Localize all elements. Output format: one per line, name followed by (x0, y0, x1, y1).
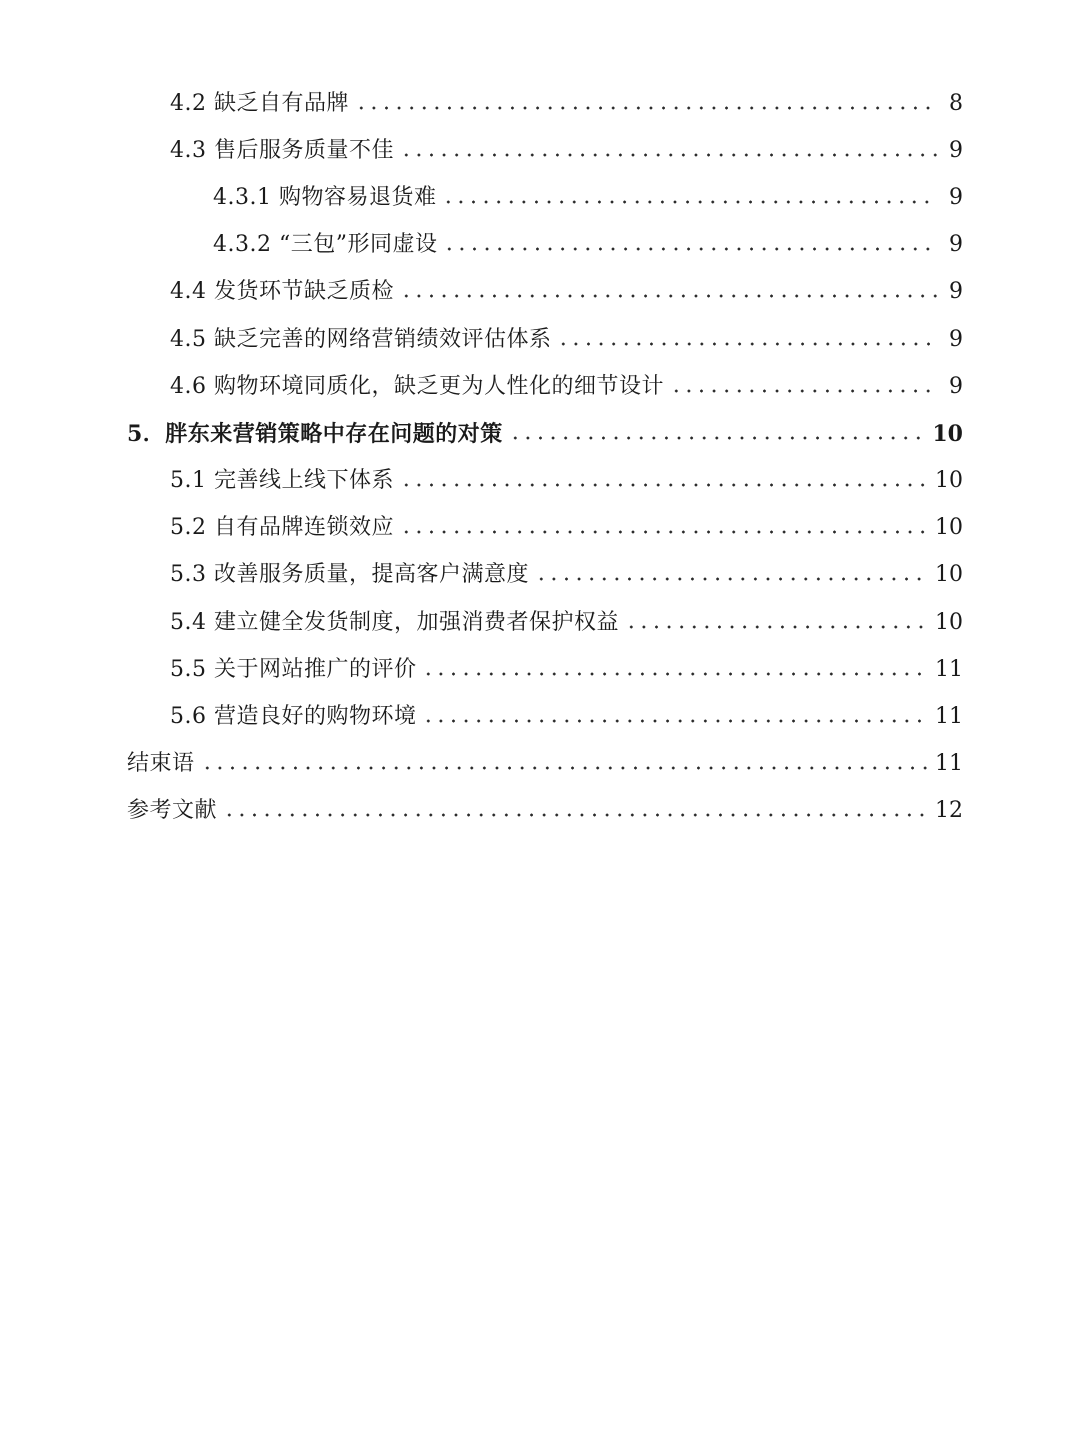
dot-leader (400, 144, 937, 166)
toc-entry-page: 11 (935, 704, 963, 730)
toc-entry-5-6[interactable] (0, 693, 1080, 740)
toc-entry-5[interactable] (0, 410, 1080, 457)
toc-entry-references[interactable] (0, 788, 1080, 835)
toc-entry-page: 10 (935, 468, 963, 494)
toc-entry-title: 4.3 售后服务质量不佳 (170, 137, 394, 163)
toc-entry-page: 9 (949, 232, 963, 258)
toc-entry-5-4[interactable] (0, 599, 1080, 646)
toc-entry-4-3[interactable] (0, 127, 1080, 174)
toc-entry-page: 9 (949, 184, 963, 210)
toc-entry-conclusion[interactable] (0, 741, 1080, 788)
toc-entry-page: 9 (949, 326, 963, 352)
toc-entry-title: 5.1 完善线上线下体系 (170, 468, 394, 494)
toc-entry-page: 12 (935, 798, 963, 824)
dot-leader (443, 238, 937, 260)
dot-leader (509, 427, 925, 449)
toc-entry-page: 11 (935, 751, 963, 777)
toc-entry-page: 9 (949, 373, 963, 399)
toc-entry-title: 结束语 (127, 751, 195, 777)
dot-leader (557, 333, 937, 355)
toc-entry-title: 4.5 缺乏完善的网络营销绩效评估体系 (170, 326, 552, 352)
toc-entry-page: 10 (935, 515, 963, 541)
toc-entry-page: 10 (932, 420, 963, 447)
toc-entry-4-3-1[interactable] (0, 174, 1080, 221)
dot-leader (422, 710, 927, 732)
toc-entry-title: 5.3 改善服务质量，提高客户满意度 (170, 562, 529, 588)
toc-entry-title: 5．胖东来营销策略中存在问题的对策 (127, 420, 503, 447)
toc-entry-4-6[interactable] (0, 363, 1080, 410)
dot-leader (535, 568, 927, 590)
toc-entry-page: 11 (935, 656, 963, 682)
toc-entry-5-2[interactable] (0, 505, 1080, 552)
toc-entry-4-5[interactable] (0, 316, 1080, 363)
toc-entry-4-3-2[interactable] (0, 222, 1080, 269)
dot-leader (201, 757, 927, 779)
toc-entry-page: 9 (949, 137, 963, 163)
toc-entry-title: 参考文献 (127, 798, 218, 824)
dot-leader (355, 97, 937, 119)
toc-entry-title: 5.2 自有品牌连锁效应 (170, 515, 394, 541)
toc-entry-4-4[interactable] (0, 269, 1080, 316)
toc-entry-page: 9 (949, 279, 963, 305)
dot-leader (223, 804, 927, 826)
toc-entry-title: 4.2 缺乏自有品牌 (170, 90, 349, 116)
dot-leader (442, 191, 937, 213)
table-of-contents (0, 80, 1080, 835)
toc-entry-5-5[interactable] (0, 646, 1080, 693)
toc-entry-title: 4.6 购物环境同质化，缺乏更为人性化的细节设计 (170, 373, 664, 399)
dot-leader (625, 616, 927, 638)
toc-entry-5-3[interactable] (0, 552, 1080, 599)
toc-entry-4-2[interactable] (0, 80, 1080, 127)
toc-entry-title: 5.6 营造良好的购物环境 (170, 704, 417, 730)
toc-entry-title: 5.4 建立健全发货制度，加强消费者保护权益 (170, 609, 619, 635)
dot-leader (670, 380, 937, 402)
toc-entry-title: 4.3.1 购物容易退货难 (213, 184, 437, 210)
toc-entry-title: 4.4 发货环节缺乏质检 (170, 279, 394, 305)
toc-entry-title: 4.3.2 “三包”形同虚设 (213, 232, 438, 258)
toc-entry-page: 10 (935, 562, 963, 588)
toc-entry-title: 5.5 关于网站推广的评价 (170, 656, 417, 682)
dot-leader (400, 521, 927, 543)
dot-leader (400, 474, 927, 496)
dot-leader (422, 663, 927, 685)
toc-entry-page: 8 (949, 90, 963, 116)
toc-entry-5-1[interactable] (0, 458, 1080, 505)
toc-entry-page: 10 (935, 609, 963, 635)
dot-leader (400, 285, 937, 307)
